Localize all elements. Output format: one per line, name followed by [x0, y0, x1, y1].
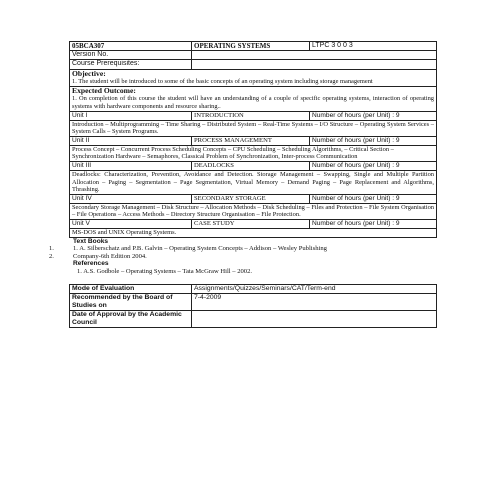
textbooks-section	[49, 237, 437, 276]
course-title: OPERATING SYSTEMS	[192, 42, 310, 51]
course-code: 05BCA307	[70, 42, 192, 51]
unit-hours: Number of hours (per Unit) : 9	[310, 194, 437, 203]
objective-text: 1. The student will be introduced to some of the basic concepts of an operating system including storage management	[72, 78, 373, 86]
textbook-item	[49, 252, 437, 261]
footer-value: 7-4-2009	[192, 294, 437, 311]
textbook-text: Company-6th Edition 2004.	[73, 252, 147, 260]
unit-title: CASE STUDY	[192, 219, 310, 228]
outcome-heading: Expected Outcome:	[72, 86, 136, 95]
reference-item: 1. A.S. Godbole – Operating Systems – Tata McGraw Hill – 2002.	[77, 267, 253, 275]
textbook-text: 1. A. Silberschatz and P.B. Galvin – Operating System Concepts – Addison – Wesley Publishing	[73, 245, 327, 253]
unit-hours: Number of hours (per Unit) : 9	[310, 111, 437, 120]
footer-value: Assignments/Quizzes/Seminars/CAT/Term-end	[192, 285, 437, 294]
version-label: Version No.	[70, 51, 192, 60]
objective-heading: Objective:	[72, 69, 106, 78]
header-table	[69, 41, 437, 70]
prereq-label: Course Prerequisites:	[70, 60, 192, 69]
unit-label: Unit II	[70, 136, 192, 145]
unit-title: SECONDARY STORAGE	[192, 194, 310, 203]
unit-content: MS-DOS and UNIX Operating Systems.	[70, 228, 437, 237]
textbooks-heading: Text Books	[73, 237, 109, 245]
unit-title: PROCESS MANAGEMENT	[192, 136, 310, 145]
syllabus-document	[49, 41, 437, 328]
version-value	[192, 51, 437, 60]
unit-content: Introduction – Multiprogramming – Time Sharing – Distributed System – Real-Time Systems – I/O Structure – Operating System Services – System Calls – System Programs.	[70, 120, 437, 136]
unit-label: Unit V	[70, 219, 192, 228]
unit-title: DEADLOCKS	[192, 161, 310, 170]
ltpc: LTPC 3 0 0 3	[310, 42, 437, 51]
unit-hours: Number of hours (per Unit) : 9	[310, 136, 437, 145]
footer-label: Date of Approval by the Academic Council	[70, 311, 192, 328]
footer-label: Recommended by the Board of Studies on	[70, 294, 192, 311]
unit-label: Unit III	[70, 161, 192, 170]
textbook-number: 2.	[49, 252, 54, 260]
unit-title: INTRODUCTION	[192, 111, 310, 120]
unit-content: Secondary Storage Management – Disk Structure – Allocation Methods – Disk Scheduling – Files and Protection – File System Organisation – File Operations – Access Methods – Directory Structure Organisation – File Protection.	[70, 203, 437, 219]
references-heading: References	[73, 260, 109, 268]
unit-hours: Number of hours (per Unit) : 9	[310, 219, 437, 228]
textbook-item	[49, 245, 437, 253]
unit-hours: Number of hours (per Unit) : 9	[310, 161, 437, 170]
unit-label: Unit IV	[70, 194, 192, 203]
footer-table	[69, 284, 437, 328]
content-table	[69, 70, 437, 238]
outcome-text: 1. On completion of this course the student will have an understanding of a couple of specific operating systems, interaction of operating systems with hardware components and resource sharing..	[72, 95, 434, 110]
footer-label: Mode of Evaluation	[70, 285, 192, 294]
footer-value	[192, 311, 437, 328]
unit-content: Process Concept – Concurrent Process Scheduling Concepts – CPU Scheduling – Scheduling Algorithms, – Critical Section – Synchronization Hardware – Semaphores, Classical Problem of Synchronization, Inter-process Communication	[70, 145, 437, 161]
prereq-value	[192, 60, 437, 69]
unit-label: Unit I	[70, 111, 192, 120]
unit-content: Deadlocks: Characterization, Prevention, Avoidance and Detection. Storage Management – Swapping, Single and Multiple Partition Allocation – Paging – Segmentation – Page Segmentation, Virtual Memory – Demand Paging – Page Replacement and Algorithms, Thrashing.	[70, 170, 437, 194]
textbook-number: 1.	[49, 245, 54, 253]
